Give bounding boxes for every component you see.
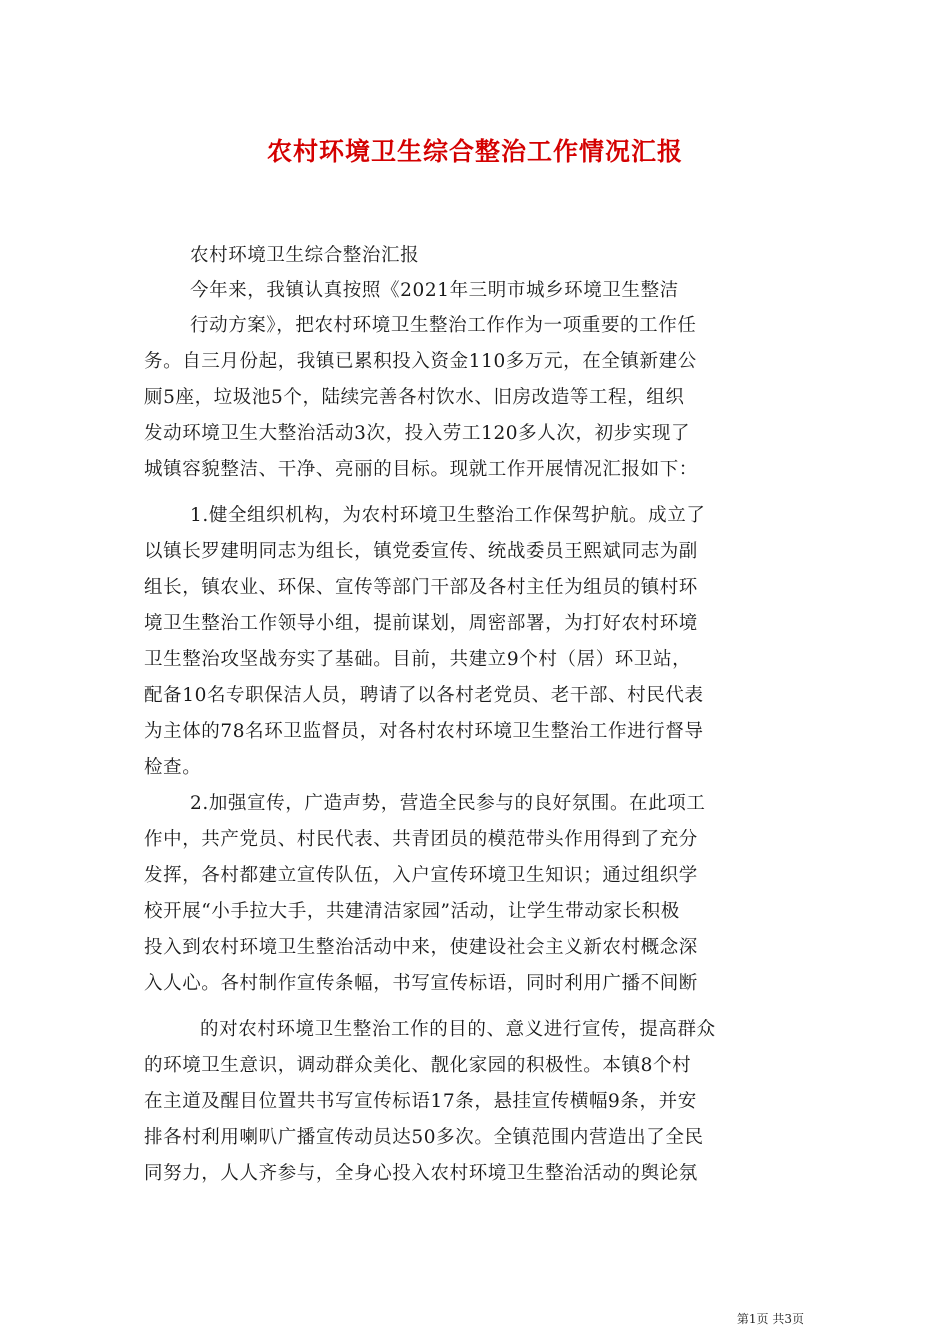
body-line: 为主体的78名环卫监督员，对各村农村环境卫生整治工作进行督导 (144, 721, 704, 742)
document-title: 农村环境卫生综合整治工作情况汇报 (266, 137, 683, 166)
body-line: 城镇容貌整洁、干净、亮丽的目标。现就工作开展情况汇报如下： (144, 459, 698, 480)
body-line: 务。自三月份起，我镇已累积投入资金110多万元，在全镇新建公 (144, 351, 697, 372)
body-line: 卫生整治攻坚战夯实了基础。目前，共建立9个村（居）环卫站， (144, 649, 692, 670)
body-line: 的环境卫生意识，调动群众美化、靓化家园的积极性。本镇8个村 (144, 1055, 692, 1076)
body-line: 境卫生整治工作领导小组，提前谋划，周密部署，为打好农村环境 (144, 613, 698, 634)
body-line: 农村环境卫生综合整治汇报 (190, 245, 420, 266)
body-line: 行动方案》，把农村环境卫生整治工作作为一项重要的工作任 (190, 315, 697, 336)
body-line: 组长，镇农业、环保、宣传等部门干部及各村主任为组员的镇村环 (144, 577, 698, 598)
page-number: 第1页 共3页 (736, 1312, 804, 1326)
body-line: 的对农村环境卫生整治工作的目的、意义进行宣传，提高群众 (200, 1019, 716, 1040)
body-line: 发挥，各村都建立宣传队伍，入户宣传环境卫生知识；通过组织学 (144, 865, 698, 886)
body-line: 校开展“小手拉大手，共建清洁家园”活动，让学生带动家长积极 (144, 901, 680, 922)
body-line: 入人心。各村制作宣传条幅，书写宣传标语，同时利用广播不间断 (144, 973, 698, 994)
body-line: 作中，共产党员、村民代表、共青团员的模范带头作用得到了充分 (144, 829, 698, 850)
body-line: 检查。 (144, 757, 202, 778)
body-line: 今年来，我镇认真按照《2021年三明市城乡环境卫生整洁 (190, 280, 679, 301)
body-line: 排各村利用喇叭广播宣传动员达50多次。全镇范围内营造出了全民 (144, 1127, 704, 1148)
body-line: 在主道及醒目位置共书写宣传标语17条，悬挂宣传横幅9条，并安 (144, 1091, 697, 1112)
body-line: 投入到农村环境卫生整治活动中来，使建设社会主义新农村概念深 (144, 937, 698, 958)
body-line: 同努力，人人齐参与，全身心投入农村环境卫生整治活动的舆论氛 (144, 1163, 698, 1184)
body-line: 配备10名专职保洁人员，聘请了以各村老党员、老干部、村民代表 (144, 685, 704, 706)
body-line: 厕5座，垃圾池5个，陆续完善各村饮水、旧房改造等工程，组织 (144, 387, 685, 408)
body-line: 1.健全组织机构，为农村环境卫生整治工作保驾护航。成立了 (190, 505, 706, 526)
body-line: 以镇长罗建明同志为组长，镇党委宣传、统战委员王熙斌同志为副 (144, 541, 698, 562)
body-line: 发动环境卫生大整治活动3次，投入劳工120多人次，初步实现了 (144, 423, 691, 444)
body-line: 2.加强宣传，广造声势，营造全民参与的良好氛围。在此项工 (190, 793, 706, 814)
